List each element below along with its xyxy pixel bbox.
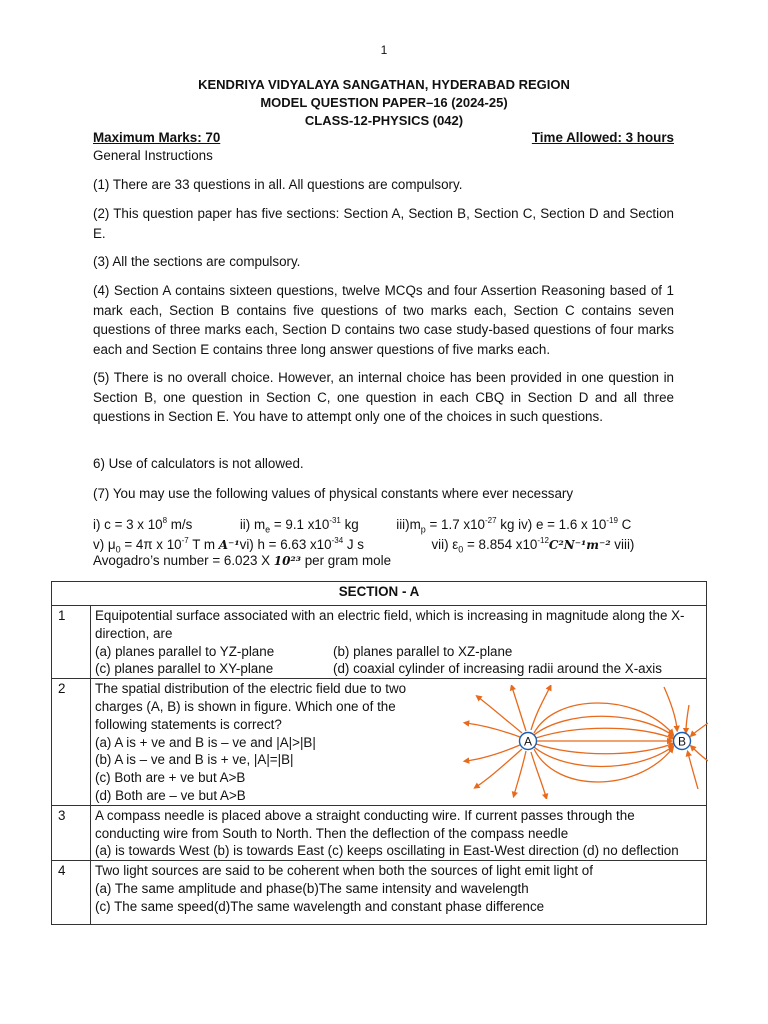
question-text: The spatial distribution of the electric field due to two charges (A, B) is shown in figure. Which one of the following statements is correct? — [95, 681, 407, 732]
question-row — [52, 606, 707, 679]
question-body — [91, 805, 707, 860]
avogadro-constant: Avogadro’s number = 6.023 X 10²³ per gram mole — [93, 553, 392, 568]
instruction-3: (3) All the sections are compulsory. — [93, 254, 301, 269]
instruction-1: (1) There are 33 questions in all. All questions are compulsory. — [93, 177, 463, 192]
general-instructions-title: General Instructions — [93, 148, 213, 163]
field-line — [536, 744, 672, 754]
question-number: 2 — [52, 679, 91, 806]
question-row — [52, 679, 707, 806]
constants-line-1: i) c = 3 x $10^8$ m/s ii) $m_e = 9.1$ $x10^{-31}$ kg $iii)m_p = 1.7$ $x10^{-27}$ kg iv) e = 1.6 x $10^{-19}$ C — [93, 516, 632, 535]
question-row — [52, 805, 707, 860]
max-marks: Maximum Marks: 70 — [93, 130, 221, 145]
option-b: (b) planes parallel to XZ-plane — [333, 643, 513, 659]
header-class: CLASS-12-PHYSICS (042) — [304, 113, 464, 128]
field-line — [536, 728, 672, 738]
question-text: Two light sources are said to be coherent when both the sources of light emit light of — [95, 863, 593, 879]
charge-b-label: B — [677, 734, 687, 749]
field-line — [476, 749, 522, 787]
header-organization: KENDRIYA VIDYALAYA SANGATHAN, HYDERABAD REGION — [198, 77, 570, 92]
instruction-2: (2) This question paper has five sections: Section A, Section B, Section C, Section D and Section E. — [93, 206, 674, 241]
field-line — [478, 697, 522, 733]
field-line — [512, 687, 526, 731]
instruction-7: (7) You may use the following values of physical constants where ever necessary — [93, 486, 574, 501]
question-number: 3 — [52, 805, 91, 860]
option-d: (d) Both are – ve but A>B — [95, 787, 246, 803]
option-b: (b) A is – ve and B is + ve, |A|=|B| — [95, 752, 294, 768]
header-paper-title: MODEL QUESTION PAPER–16 (2024-25) — [260, 95, 508, 110]
question-row — [52, 861, 707, 925]
option-a: (a) planes parallel to YZ-plane — [95, 643, 275, 659]
question-body — [91, 861, 707, 925]
electric-field-figure — [436, 685, 708, 799]
option-a: (a) A is + ve and B is – ve and |A|>|B| — [95, 734, 316, 750]
question-options: (a) is towards West (b) is towards East (c) keeps oscillating in East-West direction (d) no deflection — [95, 843, 679, 859]
field-line — [531, 752, 546, 797]
section-a-table — [51, 581, 707, 925]
option-c: (c) planes parallel to XY-plane — [95, 661, 274, 677]
time-allowed: Time Allowed: 3 hours — [531, 130, 674, 145]
instruction-6: 6) Use of calculators is not allowed. — [93, 456, 304, 471]
question-body — [91, 606, 707, 679]
option-c: (c) Both are + ve but A>B — [95, 770, 246, 786]
question-number: 1 — [52, 606, 91, 679]
question-text: A compass needle is placed above a straight conducting wire. If current passes through the conducting wire from South to North. Then the deflection of the compass needle — [95, 807, 635, 841]
field-line — [664, 687, 677, 729]
instruction-4: (4) Section A contains sixteen questions, twelve MCQs and four Assertion Reasoning based of 1 mark each, Section B contains five questions of two marks each, Section C contains seven questions of three marks each, Section D contains two case study-based questions of four marks each and Section E contains three long answer questions of five marks each. — [93, 283, 674, 357]
question-text: Equipotential surface associated with an electric field, which is increasing in magnitude along the X-direction, are — [95, 608, 685, 641]
field-line — [514, 751, 526, 795]
question-number: 4 — [52, 861, 91, 925]
field-line — [688, 753, 698, 789]
section-a-heading: SECTION - A — [52, 582, 707, 606]
options-line-1: (a) The same amplitude and phase(b)The same intensity and wavelength — [95, 880, 529, 896]
field-line — [692, 723, 708, 735]
options-line-2: (c) The same speed(d)The same wavelength and constant phase difference — [95, 898, 545, 914]
question-body — [91, 679, 707, 806]
charge-a-label: A — [523, 734, 533, 749]
instruction-5: (5) There is no overall choice. However, an internal choice has been provided in one question in Section B, one question in Section C, one question in each CBQ in Section D and all three questions in Section E. You have to attempt only one of the choices in such questions. — [93, 370, 674, 424]
field-line — [692, 747, 708, 761]
constants-line-2: v) $\mu_0 = 4\pi$ x $10^{-7}$ T m A⁻¹vi) h = 6.63 $x10^{-34}$ J s vii) $\varepsilon_0 = 8.854$ $x10^{-12}C^2N^{-1}m^{-2}$ viii) — [93, 536, 635, 555]
field-line — [686, 705, 689, 731]
page-number: 1 — [380, 43, 388, 57]
option-d: (d) coaxial cylinder of increasing radii around the X-axis — [333, 661, 662, 677]
